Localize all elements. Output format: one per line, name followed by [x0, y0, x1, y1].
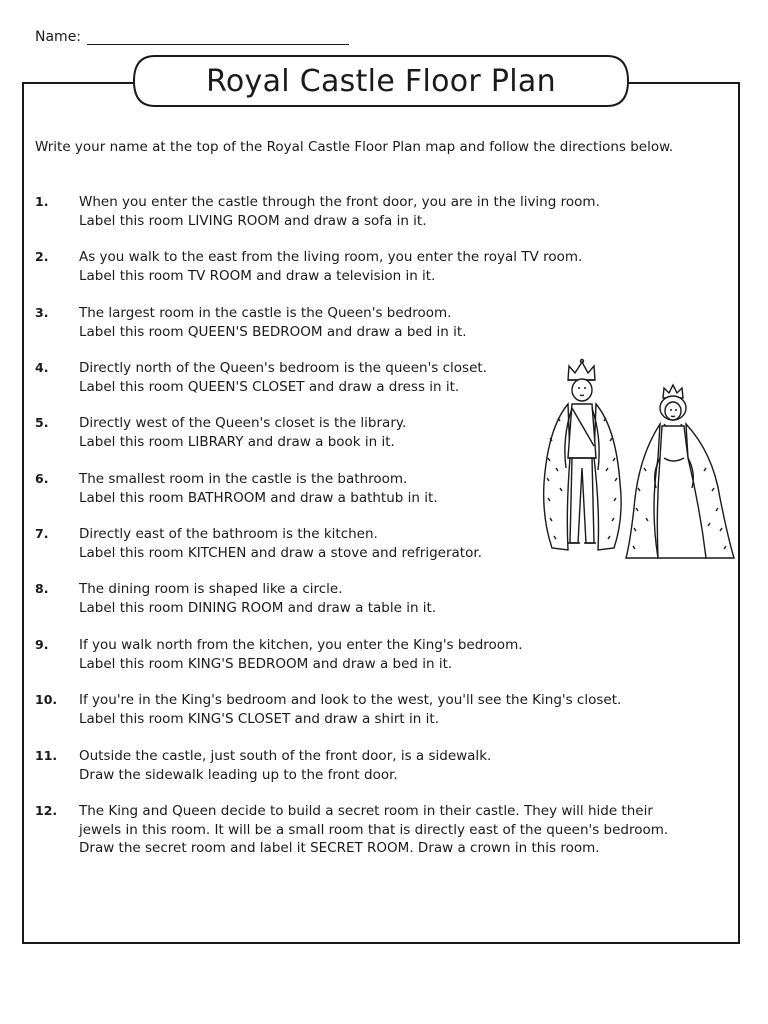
step-line: jewels in this room. It will be a small room that is directly east of the queen's bedroom. [79, 821, 669, 838]
step-line: If you're in the King's bedroom and look to the west, you'll see the King's closet. [79, 692, 622, 708]
step-line: Directly west of the Queen's closet is the library. [79, 415, 407, 431]
step-number: 8. [35, 581, 49, 596]
step-line: Label this room DINING ROOM and draw a table in it. [79, 599, 437, 616]
name-row [35, 29, 349, 45]
step-number: 12. [35, 803, 58, 818]
step-line: When you enter the castle through the front door, you are in the living room. [79, 194, 600, 210]
name-label: Name: [35, 29, 82, 45]
step-number: 9. [35, 637, 49, 652]
step-line: Directly north of the Queen's bedroom is the queen's closet. [79, 360, 487, 376]
step-line: Label this room KING'S BEDROOM and draw a bed in it. [79, 655, 453, 672]
step-line: If you walk north from the kitchen, you enter the King's bedroom. [79, 637, 523, 653]
king-and-queen-illustration [538, 358, 738, 568]
step-line: The King and Queen decide to build a secret room in their castle. They will hide their [79, 803, 653, 819]
king-figure-icon [544, 360, 621, 551]
queen-figure-icon [626, 385, 734, 558]
step-line: As you walk to the east from the living room, you enter the royal TV room. [79, 249, 583, 265]
step-line: Directly east of the bathroom is the kitchen. [79, 526, 378, 542]
step-number: 7. [35, 526, 49, 541]
step-number: 1. [35, 194, 49, 209]
step-line: Label this room KING'S CLOSET and draw a shirt in it. [79, 710, 439, 727]
step-line: Draw the secret room and label it SECRET ROOM. Draw a crown in this room. [79, 840, 600, 856]
step-line: Label this room KITCHEN and draw a stove and refrigerator. [79, 544, 482, 561]
step-line: Label this room QUEEN'S CLOSET and draw a dress in it. [79, 378, 460, 395]
step-line: Label this room BATHROOM and draw a bathtub in it. [79, 489, 438, 506]
step-line: Outside the castle, just south of the front door, is a sidewalk. [79, 748, 492, 764]
page-title: Royal Castle Floor Plan [206, 63, 556, 99]
step-number: 4. [35, 360, 49, 375]
step-number: 10. [35, 692, 58, 707]
title-banner [133, 55, 629, 107]
step-line: Label this room LIBRARY and draw a book in it. [79, 433, 395, 450]
step-number: 2. [35, 249, 49, 264]
name-field[interactable] [87, 30, 349, 45]
step-line: Label this room TV ROOM and draw a television in it. [79, 267, 436, 284]
step-number: 6. [35, 471, 49, 486]
step-line: The smallest room in the castle is the bathroom. [79, 471, 408, 487]
step-line: The dining room is shaped like a circle. [79, 581, 343, 597]
step-line: Label this room LIVING ROOM and draw a sofa in it. [79, 212, 427, 229]
step-line: Draw the sidewalk leading up to the front door. [79, 766, 398, 783]
intro-text: Write your name at the top of the Royal Castle Floor Plan map and follow the directions below. [35, 139, 674, 155]
step-number: 3. [35, 305, 49, 320]
king-and-queen-icon [538, 358, 738, 568]
step-number: 11. [35, 748, 58, 763]
step-line: Label this room QUEEN'S BEDROOM and draw a bed in it. [79, 323, 467, 340]
step-line: The largest room in the castle is the Queen's bedroom. [79, 305, 452, 321]
step-number: 5. [35, 415, 49, 430]
